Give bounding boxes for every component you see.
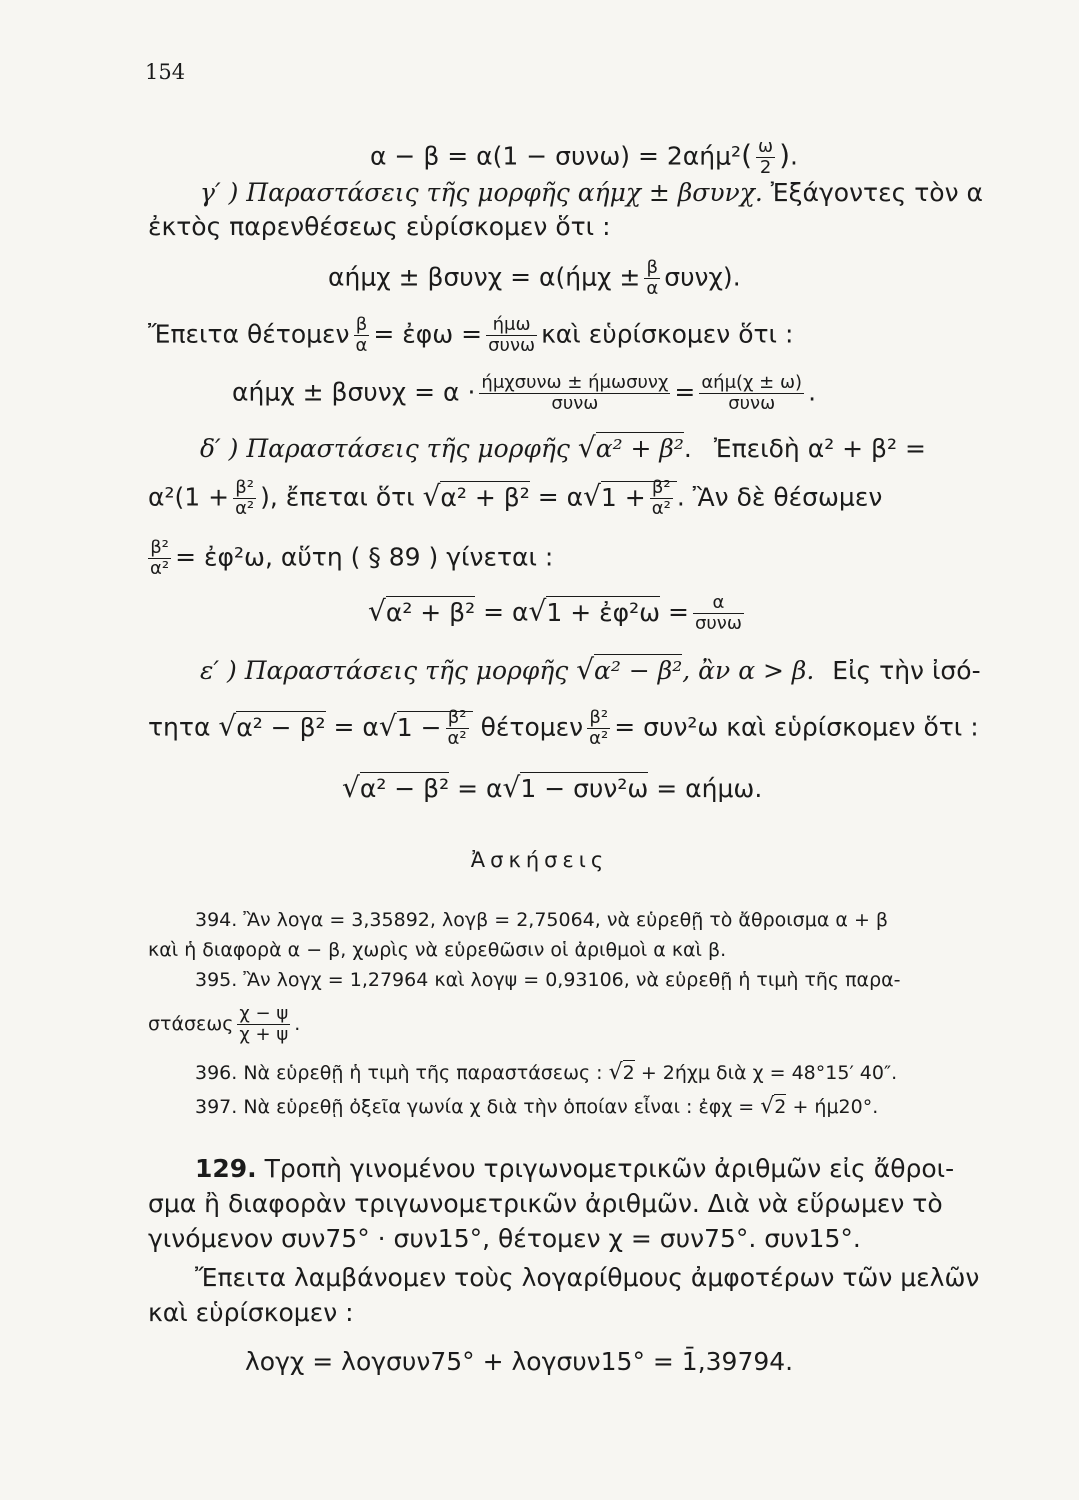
epsilon-condition: , ἂν α > β.	[682, 656, 815, 685]
epsilon-equation: √α² − β² = α√1 − συν²ω = αήμω.	[342, 771, 763, 804]
gamma-eq2-n1: ήμχσυνω ± ήμωσυνχ	[481, 372, 669, 393]
gamma-line3-b: = ἐφω =	[373, 319, 483, 349]
eq1-num: ω	[758, 136, 774, 157]
section-129-title: Τροπὴ γινομένου τριγωνομετρικῶν ἀριθμῶν εἰς ἄθροι-	[264, 1154, 955, 1183]
epsilon-line2-rad2: 1 −	[396, 712, 442, 742]
epsilon-line2-b: = α	[333, 712, 379, 742]
epsilon-text: Εἰς τὴν ἰσό-	[832, 656, 981, 685]
exercise-396: 396. Νὰ εὑρεθῇ ἡ τιμὴ τῆς παραστάσεως : √2 + 2ήχμ διὰ χ = 48°15′ 40″.	[195, 1060, 898, 1085]
delta-line2-b: ), ἔπεται ὅτι	[260, 482, 415, 512]
gamma-eq2-a: αήμχ ± βσυνχ = α ·	[232, 377, 476, 407]
delta-line3-n: β²	[148, 538, 171, 559]
equation-1: α − β = α(1 − συνω) = 2αήμ²( $\frac{\omega}{2}$ ).	[370, 136, 798, 178]
delta-line2-c: = α	[537, 482, 584, 512]
section-129-number: 129.	[195, 1154, 257, 1183]
delta-heading: δ′ ) Παραστάσεις τῆς μορφῆς √α² + β². Ἐπειδὴ α² + β² =	[200, 431, 926, 464]
epsilon-line2-n2: β²	[587, 708, 610, 729]
exercises-heading: Ἀσκήσεις	[470, 848, 609, 872]
gamma-heading	[200, 178, 983, 208]
gamma-eq-b: συνχ).	[664, 262, 741, 292]
delta-eq-d: συνω	[694, 613, 742, 634]
delta-eq-b: =	[668, 597, 689, 627]
epsilon-line2: τητα √α² − β² = α√1 − $\frac{\text{β²}}{\text{α²}}$ θέτομεν $\frac{\text{β²}}{\text{α²}}$ = συν²ω καὶ εὑρίσκομεν ὅτι :	[148, 707, 979, 749]
gamma-eq2-d2: συνω	[728, 393, 776, 414]
exercise-395-num: χ − ψ	[239, 1003, 289, 1024]
gamma-line3	[148, 315, 793, 356]
exercise-396-b: + 2ήχμ διὰ χ = 48°15′ 40″.	[640, 1062, 898, 1084]
epsilon-line2-d: α²	[447, 728, 467, 749]
gamma-label: γ′ ) Παραστάσεις τῆς μορφῆς αήμχ ± βσυνχ.	[200, 178, 763, 207]
exercise-397: 397. Νὰ εὑρεθῇ ὀξεῖα γωνία χ διὰ τὴν ὁποίαν εἶναι : ἐφχ = √2 + ήμ20°.	[195, 1094, 879, 1119]
gamma-line3-n1: β	[354, 315, 370, 336]
section-129-line2: σμα ἢ διαφορὰν τριγωνομετρικῶν ἀριθμῶν. Διὰ νὰ εὕρωμεν τὸ	[148, 1189, 943, 1218]
delta-line2-n: β²	[233, 478, 256, 499]
gamma-line3-d1: α	[355, 335, 368, 356]
gamma-eq-a: αήμχ ± βσυνχ = α(ήμχ ±	[328, 262, 641, 292]
delta-eq-n: α	[693, 593, 744, 614]
exercise-394-line2: καὶ ἡ διαφορὰ α − β, χωρὶς νὰ εὑρεθῶσιν οἱ ἀριθμοὶ α καὶ β.	[148, 939, 727, 961]
eq1-den: 2	[759, 157, 772, 178]
exercise-395-line2: στάσεως $\frac{\chi - \psi}{\chi + \psi}$ .	[148, 1003, 301, 1045]
exercise-396-a: 396. Νὰ εὑρεθῇ ἡ τιμὴ τῆς παραστάσεως :	[195, 1062, 603, 1084]
epsilon-heading: ε′ ) Παραστάσεις τῆς μορφῆς √α² − β², ἂν α > β. Εἰς τὴν ἰσό-	[200, 653, 981, 686]
gamma-line3-a: Ἔπειτα θέτομεν	[148, 319, 350, 349]
gamma-line3-d2: συνω	[488, 335, 536, 356]
epsilon-line2-d2: α²	[589, 728, 609, 749]
epsilon-label: ε′ ) Παραστάσεις τῆς μορφῆς	[200, 656, 569, 685]
delta-label: δ′ ) Παραστάσεις τῆς μορφῆς	[200, 434, 570, 463]
exercise-397-rad: 2	[774, 1096, 787, 1118]
epsilon-line2-n: β²	[446, 708, 469, 729]
exercise-395-word: στάσεως	[148, 1013, 234, 1035]
delta-line2-d2: α²	[651, 498, 671, 519]
exercise-396-rad: 2	[622, 1062, 635, 1084]
section-129-line1	[195, 1153, 954, 1185]
epsilon-line2-e: = συν²ω καὶ εὑρίσκομεν ὅτι :	[614, 712, 979, 742]
gamma-line2: ἐκτὸς παρενθέσεως εὑρίσκομεν ὅτι :	[148, 212, 611, 241]
epsilon-radicand: α² − β²	[594, 656, 683, 685]
gamma-equation	[328, 258, 741, 299]
gamma-eq2-b: =	[674, 377, 696, 407]
eq1-end: .	[790, 141, 798, 171]
delta-line2-e: . Ἂν δὲ θέσωμεν	[676, 482, 883, 512]
delta-eq-a: = α	[483, 597, 529, 627]
gamma-equation-2	[232, 373, 816, 414]
epsilon-eq-rad2: 1 − συν²ω	[520, 774, 649, 803]
gamma-eq-den: α	[646, 278, 659, 299]
section-129-line5: καὶ εὑρίσκομεν :	[148, 1298, 354, 1327]
gamma-eq2-d1: συνω	[551, 393, 599, 414]
delta-line2-n2: β²	[650, 478, 673, 499]
section-129-line3: γινόμενον συν75° · συν15°, θέτομεν χ = συν75°. συν15°.	[148, 1224, 861, 1253]
epsilon-line2-c: θέτομεν	[480, 712, 584, 742]
gamma-line3-n2: ήμω	[486, 315, 537, 336]
delta-radical: √α² + β²	[577, 431, 684, 464]
exercise-394-line1: 394. Ἂν λογα = 3,35892, λογβ = 2,75064, νὰ εὑρεθῇ τὸ ἄθροισμα α + β	[195, 909, 889, 931]
delta-equation: √α² + β² = α√1 + ἐφ²ω = $\frac{\alpha}{\text{συνω}}$	[368, 592, 742, 634]
delta-line2-rad: α² + β²	[440, 482, 530, 512]
delta-eq-rad2: 1 + ἐφ²ω	[546, 597, 661, 627]
exercise-397-a: 397. Νὰ εὑρεθῇ ὀξεῖα γωνία χ διὰ τὴν ὁποίαν εἶναι : ἐφχ =	[195, 1096, 755, 1118]
section-129-equation: λογχ = λογσυν75° + λογσυν15° = 1̄,39794.	[245, 1347, 794, 1376]
gamma-eq2-c: .	[808, 377, 817, 407]
epsilon-line2-a: τητα	[148, 712, 211, 742]
section-129-line4: Ἔπειτα λαμβάνομεν τοὺς λογαρίθμους ἀμφοτέρων τῶν μελῶν	[195, 1263, 980, 1292]
eq1-left: α − β = α(1 − συνω) = 2αήμ²	[370, 141, 742, 171]
gamma-eq2-n2: αήμ(χ ± ω)	[701, 372, 803, 393]
exercise-395-line1: 395. Ἂν λογχ = 1,27964 καὶ λογψ = 0,93106, νὰ εὑρεθῇ ἡ τιμὴ τῆς παρα-	[195, 969, 901, 991]
epsilon-eq-rad1: α² − β²	[359, 774, 450, 803]
epsilon-eq-b: = αήμω.	[656, 774, 763, 803]
delta-line3	[148, 538, 553, 579]
delta-text: Ἐπειδὴ α² + β² =	[713, 434, 926, 463]
exercise-397-b: + ήμ20°.	[792, 1096, 879, 1118]
delta-line3-d: α²	[150, 558, 170, 579]
gamma-eq-num: β	[644, 258, 660, 279]
delta-line3-b: = ἐφ²ω, αὕτη ( § 89 ) γίνεται :	[175, 542, 554, 572]
epsilon-eq-a: = α	[457, 774, 503, 803]
delta-line2-d: α²	[235, 498, 255, 519]
delta-line2-rad2a: 1 +	[600, 482, 646, 512]
delta-line2: α²(1 + $\frac{\text{β²}}{\text{α²}}$ ), ἔπεται ὅτι √α² + β² = α√1 + $\frac{\text{β²}}{\text{α²}}$ . Ἂν δὲ θέσωμεν	[148, 477, 883, 519]
epsilon-line2-rad: α² − β²	[236, 712, 326, 742]
exercise-395-den: χ + ψ	[239, 1024, 289, 1045]
page-number: 154	[145, 60, 186, 84]
gamma-line3-c: καὶ εὑρίσκομεν ὅτι :	[541, 319, 794, 349]
gamma-text: Ἐξάγοντες τὸν α	[770, 178, 983, 207]
delta-eq-rad1: α² + β²	[385, 597, 476, 627]
delta-line2-a: α²(1 +	[148, 482, 230, 512]
delta-radicand: α² + β²	[595, 434, 684, 463]
